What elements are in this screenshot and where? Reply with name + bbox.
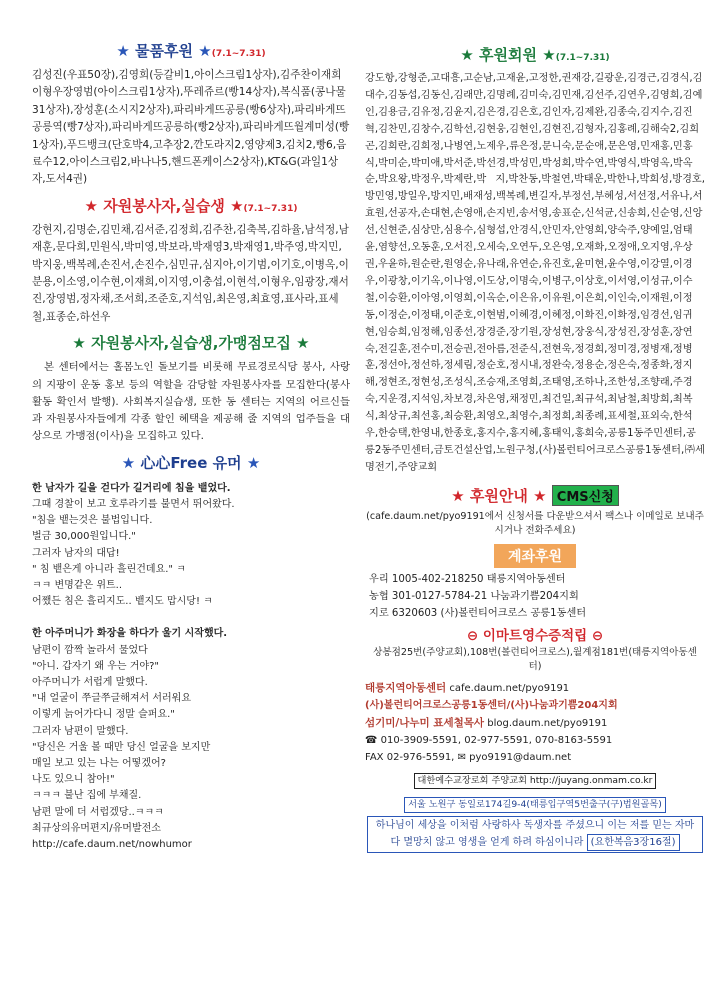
guide-text: (cafe.daum.net/pyo9191에서 신청서를 다운받으셔서 팩스나 이메일로 보내주시거나 전화주세요) bbox=[366, 510, 704, 537]
account-line: 우리 1005-402-218250 태릉지역아동센터 bbox=[369, 573, 566, 585]
emart-title: 이마트영수증적립 bbox=[482, 627, 588, 644]
humor-line: 어쨌든 침은 흘리지도.. 뱉지도 맙시당! ㅋ bbox=[32, 596, 213, 608]
right-column bbox=[365, 30, 705, 853]
humor-line: 매일 보고 있는 나는 어떻겠어? bbox=[32, 758, 166, 770]
center-name: 태릉지역아동센터 bbox=[365, 682, 447, 695]
humor-line: ㅋㅋ 변명같은 위트.. bbox=[32, 579, 122, 591]
star-icon: ★ bbox=[451, 486, 465, 505]
church-row bbox=[365, 768, 705, 789]
account-line: 지로 6320603 (사)볼런티어크로스 공릉1동센터 bbox=[369, 607, 587, 619]
humor-line: 그때 경찰이 보고 호루라기를 불면서 뛰어왔다. bbox=[32, 498, 235, 510]
star-icon: ★ bbox=[542, 46, 556, 64]
account-heading bbox=[365, 544, 705, 568]
recruit-paragraph: 본 센터에서는 홀몸노인 돌보기를 비롯해 무료경로식당 봉사, 사랑의 지팡이 운동 홍보 등의 역할을 감당할 자원봉사자를 모집한다(봉사활동 확인서 발행). 사회복지실습생, 또한 동 센터는 지역의 어르신들과 자원봉사자들에게 각종 할인 혜택을 제공해 줄 지역의 업주들을 대상으로 가맹점(이사)을 모집하고 있다. bbox=[32, 361, 350, 443]
humor-heading bbox=[32, 452, 350, 473]
fax-row bbox=[365, 750, 705, 767]
blog-url[interactable]: blog.daum.net/pyo9191 bbox=[487, 717, 608, 729]
phone-line: 010-3909-5591, 02-977-5591, 070-8163-5591 bbox=[380, 734, 613, 746]
emart-text: 상봉점25번(주양교회),108번(볼런티어크로스),월계점181번(태릉지역아동센터) bbox=[373, 646, 697, 672]
account-title: 계좌후원 bbox=[494, 544, 576, 568]
star-icon: ★ bbox=[198, 42, 212, 60]
verse-reference: (요한복음3장16절) bbox=[587, 834, 680, 852]
circle-icon: ⊖ bbox=[591, 627, 604, 644]
address-box: 서울 노원구 동일로174길9-4(태릉입구역5번출구(구)법원골목) bbox=[404, 797, 666, 813]
donation-heading bbox=[32, 40, 350, 61]
humor-line: 그러자 남편이 말했다. bbox=[32, 725, 129, 737]
circle-icon: ⊖ bbox=[466, 627, 479, 644]
volunteer-heading bbox=[32, 195, 350, 216]
humor-line: " 침 뱉은게 아니라 흘린건데요." ㅋ bbox=[32, 563, 186, 575]
members-title: 후원회원 bbox=[479, 46, 538, 64]
members-heading bbox=[365, 44, 705, 65]
recruit-heading bbox=[32, 332, 350, 353]
star-icon: ★ bbox=[116, 42, 130, 60]
donation-period: (7.1~7.31) bbox=[211, 49, 266, 59]
humor-line: "아니. 갑자기 왜 우는 거야?" bbox=[32, 660, 160, 672]
star-icon: ★ bbox=[533, 486, 547, 505]
cms-apply-button[interactable]: CMS신청 bbox=[552, 485, 619, 506]
humor-line: 한 아주머니가 화장을 하다가 울기 시작했다. bbox=[32, 628, 228, 640]
volunteer-list: 강현지,김명순,김민채,김서준,김정희,김주찬,김축복,김하율,남석정,남재훈,문다희,민원식,박미영,박보라,박재영3,박재영1,박주영,박지민,박지웅,백복례,손진서,손진수,심민규,심지아,이기범,이기호,이병옥,이분용,이소영,이수현,이재희,이지영,이충섭,이현석,이형우,임광장,재서진,장영범,정자채,조서희,조준호,지석임,최은영,최효영,표사라,표세철,표종순,하선우 bbox=[32, 223, 349, 323]
star-icon: ★ bbox=[84, 196, 98, 215]
phone-icon: ☎ bbox=[365, 734, 378, 746]
humor-line: 나도 있으니 참아!" bbox=[32, 774, 115, 786]
contact-block bbox=[365, 680, 705, 853]
left-column bbox=[32, 30, 350, 853]
address-row bbox=[365, 792, 705, 813]
donation-list: 김성진(우표50장),김영희(등갈비1,아이스크림1상자),김주찬이재희이형우장영범(아이스크림1상자),뚜레쥬르(빵14상자),복식품(콩나물31상자),장성훈(소시지2상자),파리바게뜨공릉(빵6상자),파리바게뜨공릉역(빵7상자),파리바게뜨공릉하(빵2상자),파리바게뜨월계미성(빵1상자),푸드뱅크(단호박4,고추장2,깐도라지2,영양제3,김치2,빵6,음료수12,아이스크림2,바나나5,핸드폰케이스2상자),KT&G(과일1상자,도서4권) bbox=[32, 69, 350, 186]
blog-line bbox=[365, 715, 705, 733]
org-line: (사)볼런티어크로스공릉1동센터/(사)나눔과기쁨204지회 bbox=[365, 700, 618, 712]
star-icon: ★ bbox=[72, 334, 86, 353]
guide-title: 후원안내 bbox=[469, 486, 528, 505]
blog-name: 섬기미/나누미 표세철목사 bbox=[365, 716, 485, 729]
account-line: 농협 301-0127-5784-21 나눔과기쁨204지회 bbox=[369, 590, 579, 602]
verse-box bbox=[367, 816, 703, 853]
humor-source-link[interactable]: http://cafe.daum.net/nowhumor bbox=[32, 839, 192, 851]
donation-title: 물품후원 bbox=[135, 42, 194, 60]
humor-line: "당신은 거울 볼 때만 당신 얼굴을 보지만 bbox=[32, 741, 211, 753]
humor-body bbox=[32, 481, 350, 853]
mail-icon: ✉ bbox=[457, 751, 466, 763]
volunteer-period: (7.1~7.31) bbox=[243, 203, 298, 214]
email-link[interactable]: pyo9191@daum.net bbox=[469, 751, 572, 763]
fax-line: FAX 02-976-5591, bbox=[365, 751, 455, 763]
humor-line: ㅋㅋㅋ 불난 집에 부채질. bbox=[32, 790, 142, 802]
star-icon: ★ bbox=[460, 46, 474, 64]
star-icon: ★ bbox=[246, 453, 261, 472]
members-list: 강도항,강형준,고대흥,고순남,고재윤,고정한,권재강,길광운,김경근,김경식,김대수,김동섭,김동신,김래만,김명례,김미숙,김민재,김선주,김연우,김영희,김예인,김용금,김유정,김윤지,김은경,김은호,김인자,김제완,김종숙,김지수,김진혁,김찬민,김창수,김학선,김현웅,김현인,김현진,김형자,김홍례,김해숙2,김희곤,김희란,김희정,나병연,노제우,류은정,문니숙,문순애,문은영,민재홍,민홍식,박미순,박미애,박서준,박선경,박성민,박성희,박수연,박영식,박영옥,박옥순,박요왕,박정우,박제란,박 지,박찬동,박철연,박태운,박한나,박희성,방경호,방민영,방일우,방지민,배재성,백복례,변길자,부정선,부혜성,서선정,서유나,서효원,선공자,손대현,손영애,손지빈,송서영,송표순,신석균,신송희,신순영,신앙선,신현준,심상만,심용수,심형섭,안경식,안민자,안영희,양숙주,양예일,엄태윤,염향선,오동훈,오서진,오세숙,오연두,오은영,오재화,오정애,오지영,우상권,우윤하,원순란,원영순,유나래,유연순,유진호,윤미현,윤수영,이강열,이경우,이광창,이기옥,이나영,이도상,이명숙,이병구,이상호,이서영,이성규,이수철,이승환,이아영,이영희,이옥순,이은유,이유원,이은희,이인숙,이재원,이정동,이정순,이정태,이준호,이현범,이혜경,이혜정,이화진,이화정,임경선,임귀현,임승희,임정해,임종선,장경준,장기원,장성현,장웅식,장성진,장성훈,장연숙,전길훈,전수미,전승권,전아름,전준식,전현욱,정경희,정미경,정병재,정병훈,정선아,정선하,정세림,정순호,정시내,정완숙,정용순,정은숙,정종화,정지해,정현조,정현성,조성식,조승재,조영희,조태영,조하나,조한성,조향래,주경숙,지운경,지석임,차보경,차은영,채정민,최건일,최규석,최남철,최방희,최복식,최상규,최선홍,최승환,최영오,최영수,최정희,최종례,표세철,표외숙,한석우,한승택,한영내,한종호,홍지수,홍지혜,홍태익,홍희숙,공릉1동주민센터,공릉2동주민센터,금토건설산업,노원구청,(사)볼런티어크로스공릉1동센터,㈜세명전기,주양교회 bbox=[365, 73, 705, 473]
recruit-title: 자원봉사자,실습생,가맹점모집 bbox=[91, 334, 291, 353]
emart-heading bbox=[365, 624, 705, 644]
humor-line: "내 얼굴이 쭈글쭈글해져서 서러워요 bbox=[32, 693, 192, 705]
humor-title: 心心Free 유머 bbox=[140, 453, 242, 472]
humor-line: 남편이 깜짝 놀라서 물었다 bbox=[32, 644, 148, 656]
phone-row bbox=[365, 733, 705, 750]
guide-heading bbox=[365, 485, 705, 506]
humor-line: 아주머니가 서럽게 말했다. bbox=[32, 677, 148, 688]
humor-line: 최규상의유머편지/유머발전소 bbox=[32, 822, 161, 834]
verse-text: 하나님이 세상을 이처럼 사랑하사 독생자를 주셨으니 이는 저를 믿는 자마다 멸망치 않고 영생을 얻게 하려 하심이니라 bbox=[375, 820, 695, 848]
humor-line: 벌금 30,000원입니다." bbox=[32, 531, 136, 543]
humor-spacer bbox=[32, 610, 350, 626]
star-icon: ★ bbox=[296, 334, 310, 353]
center-line bbox=[365, 680, 705, 698]
center-url[interactable]: cafe.daum.net/pyo9191 bbox=[449, 683, 570, 695]
humor-line: 그러자 남자의 대답! bbox=[32, 547, 120, 559]
star-icon: ★ bbox=[230, 196, 244, 215]
humor-line: "침을 뱉는것은 불법입니다. bbox=[32, 515, 153, 527]
star-icon: ★ bbox=[121, 453, 136, 472]
humor-line: 남편 말에 더 서럽겠당..ㅋㅋㅋ bbox=[32, 806, 164, 818]
volunteer-title: 자원봉사자,실습생 bbox=[103, 196, 225, 215]
church-box[interactable]: 대한예수교장로회 주양교회 http://juyang.onmam.co.kr bbox=[414, 773, 657, 789]
members-period: (7.1~7.31) bbox=[555, 53, 610, 63]
humor-line: 한 남자가 길을 걷다가 길거리에 침을 뱉었다. bbox=[32, 482, 231, 494]
humor-line: 이렇게 늙어가다니 정말 슬퍼요." bbox=[32, 709, 175, 721]
